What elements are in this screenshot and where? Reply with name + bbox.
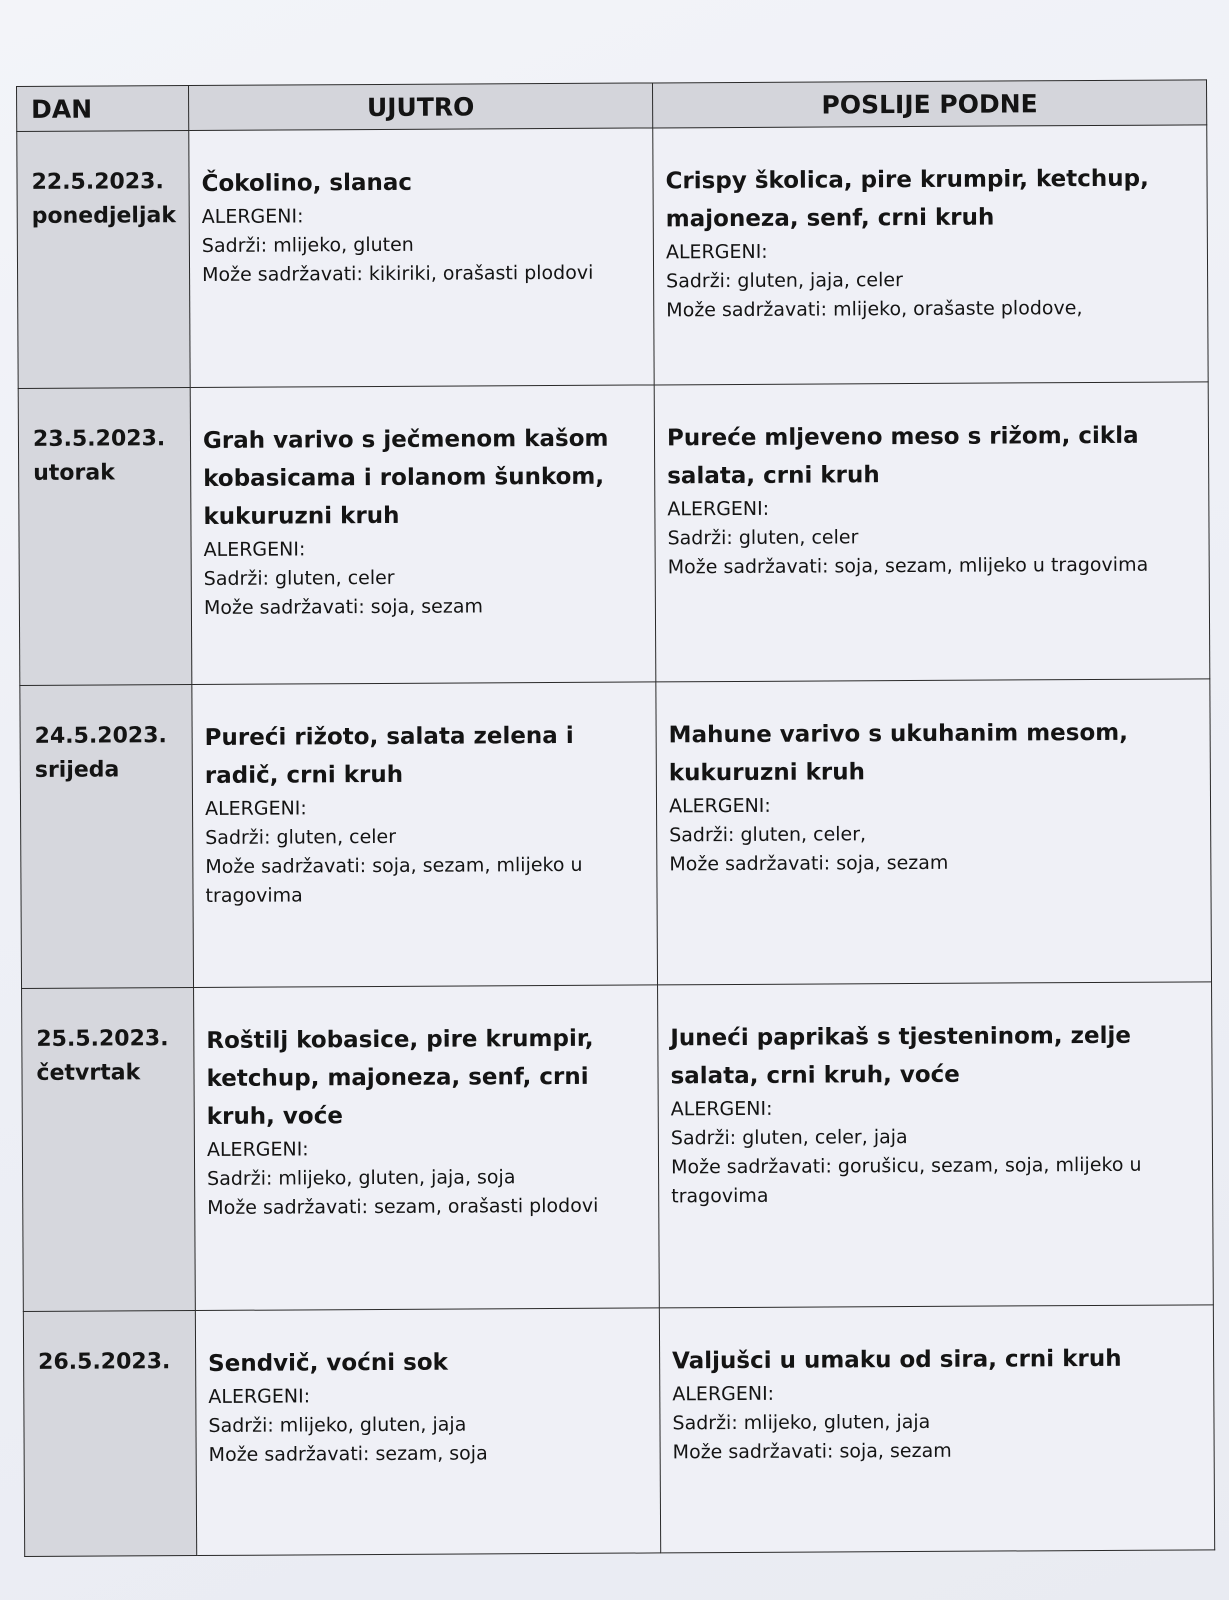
meal-title: Grah varivo s ječmenom kašom kobasicama i rolanom šunkom, kukuruzni kruh [202, 425, 609, 530]
may-contain-line: Može sadržavati: soja, sezam [672, 1439, 952, 1464]
afternoon-meal-cell [658, 982, 1214, 1308]
afternoon-meal-cell [656, 679, 1212, 985]
table-row [18, 382, 1210, 686]
contains-line: Sadrži: gluten, jaja, celer [666, 269, 903, 293]
may-contain-line: Može sadržavati: kikiriki, orašasti plodovi [201, 261, 594, 286]
contains-line: Sadrži: mlijeko, gluten, jaja [208, 1413, 467, 1437]
may-contain-line: Može sadržavati: soja, sezam [203, 595, 484, 619]
may-contain-line: Može sadržavati: soja, sezam, mlijeko u tragovima [667, 553, 1149, 579]
allergens-label: ALERGENI: [203, 538, 306, 561]
allergens-label: ALERGENI: [206, 1138, 309, 1161]
contains-line: Sadrži: gluten, celer, jaja [670, 1126, 908, 1150]
meal-title: Čokolino, slanac [201, 169, 413, 197]
contains-line: Sadrži: mlijeko, gluten [201, 233, 414, 257]
day-weekday: ponedjeljak [31, 203, 177, 229]
day-cell [20, 685, 194, 989]
morning-meal-cell [195, 1308, 660, 1556]
table-header-row [17, 80, 1207, 132]
table-row [23, 1305, 1214, 1557]
contains-line: Sadrži: mlijeko, gluten, jaja, soja [207, 1166, 516, 1190]
contains-line: Sadrži: mlijeko, gluten, jaja [672, 1410, 931, 1435]
weekly-menu-table [16, 79, 1215, 1557]
allergens-label: ALERGENI: [670, 1097, 773, 1121]
may-contain-line: Može sadržavati: sezam, orašasti plodovi [207, 1194, 599, 1219]
header-afternoon: POSLIJE PODNE [652, 80, 1206, 128]
day-weekday: četvrtak [36, 1060, 141, 1086]
allergens-label: ALERGENI: [204, 797, 307, 820]
allergens-label: ALERGENI: [201, 205, 304, 228]
meal-title: Mahune varivo s ukuhanim mesom, kukuruzni kruh [668, 719, 1129, 787]
header-morning: UJUTRO [189, 83, 653, 131]
day-weekday: srijeda [34, 757, 120, 783]
day-weekday: utorak [33, 460, 115, 486]
allergens-label: ALERGENI: [667, 497, 770, 521]
meal-title: Roštilj kobasice, pire krumpir, ketchup, majoneza, senf, crni kruh, voće [206, 1025, 594, 1130]
allergens-label: ALERGENI: [665, 240, 768, 264]
contains-line: Sadrži: gluten, celer [205, 825, 397, 849]
may-contain-line: Može sadržavati: soja, sezam [669, 851, 949, 876]
day-cell [23, 1311, 196, 1557]
may-contain-line: Može sadržavati: gorušicu, sezam, soja, mlijeko u tragovima [670, 1153, 1142, 1208]
afternoon-meal-cell [654, 382, 1210, 682]
header-day: DAN [17, 86, 189, 132]
may-contain-line: Može sadržavati: sezam, soja [208, 1442, 488, 1466]
meal-title: Crispy školica, pire krumpir, ketchup, majoneza, senf, crni kruh [665, 165, 1149, 233]
day-date: 26.5.2023. [38, 1349, 171, 1375]
meal-title: Valjušci u umaku od sira, crni kruh [672, 1345, 1122, 1375]
day-cell [18, 388, 192, 686]
may-contain-line: Može sadržavati: soja, sezam, mlijeko u tragovima [205, 853, 583, 907]
afternoon-meal-cell [653, 125, 1208, 385]
meal-title: Sendvič, voćni sok [208, 1349, 448, 1377]
meal-title: Pureći rižoto, salata zelena i radič, crni kruh [204, 722, 574, 789]
contains-line: Sadrži: gluten, celer [667, 526, 859, 550]
afternoon-meal-cell [659, 1305, 1214, 1553]
allergens-label: ALERGENI: [672, 1382, 775, 1406]
meal-title: Juneći paprikaš s tjesteninom, zelje salata, crni kruh, voće [670, 1022, 1131, 1090]
day-cell [22, 988, 196, 1312]
allergens-label: ALERGENI: [208, 1385, 311, 1408]
contains-line: Sadrži: gluten, celer, [669, 823, 867, 847]
meal-title: Pureće mljeveno meso s rižom, cikla salata, crni kruh [666, 422, 1139, 490]
may-contain-line: Može sadržavati: mlijeko, orašaste plodove, [666, 297, 1083, 322]
day-date: 24.5.2023. [34, 723, 167, 749]
allergens-label: ALERGENI: [668, 794, 771, 818]
morning-meal-cell [194, 985, 660, 1311]
table-row [22, 982, 1214, 1312]
table-row [20, 679, 1212, 989]
table-row [17, 125, 1208, 389]
contains-line: Sadrži: gluten, celer [203, 566, 395, 590]
morning-meal-cell [190, 385, 656, 685]
morning-meal-cell [192, 682, 658, 988]
day-date: 25.5.2023. [36, 1026, 169, 1052]
day-date: 23.5.2023. [32, 426, 166, 452]
day-date: 22.5.2023. [31, 169, 164, 195]
day-cell [17, 131, 190, 389]
morning-meal-cell [189, 128, 654, 388]
